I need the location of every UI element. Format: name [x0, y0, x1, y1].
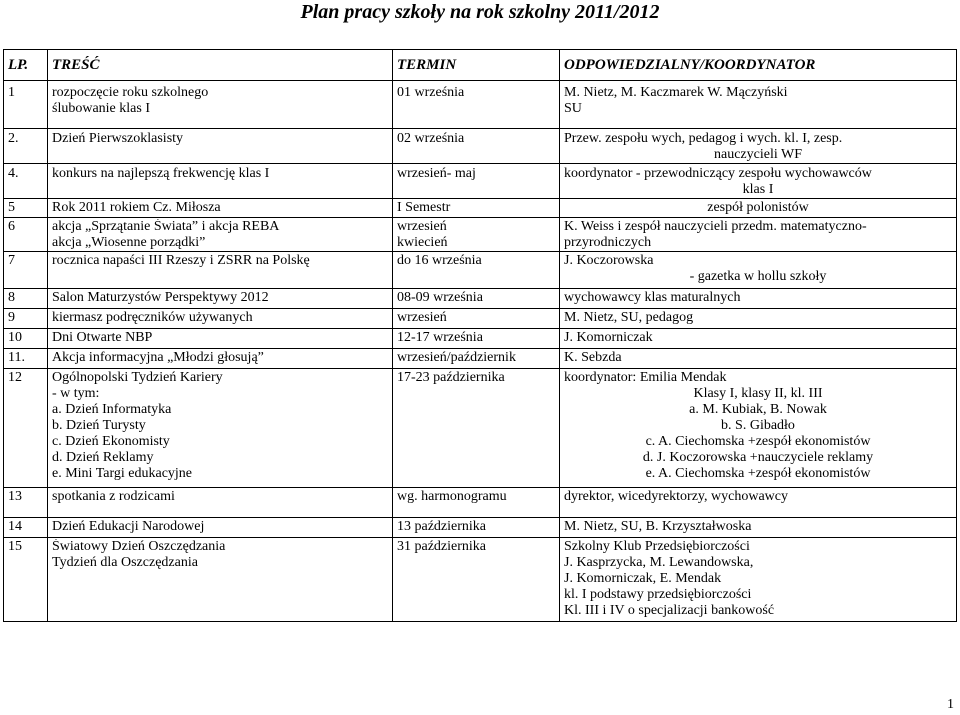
- cell-tresc-line: a. Dzień Informatyka: [52, 402, 172, 417]
- cell-termin: [393, 309, 560, 329]
- cell-tresc-line: ślubowanie klas I: [52, 101, 150, 116]
- cell-odpowiedzialny-line: K. Weiss i zespół nauczycieli przedm. matematyczno-: [564, 219, 867, 234]
- cell-nr: 1: [4, 81, 48, 129]
- cell-odpowiedzialny-line: klas I: [742, 182, 774, 197]
- cell-tresc: [48, 369, 393, 488]
- cell-tresc: [48, 518, 393, 538]
- cell-odpowiedzialny: [560, 329, 957, 349]
- cell-odpowiedzialny-line: J. Komorniczak: [564, 330, 653, 345]
- cell-odpowiedzialny-line: Klasy I, klasy II, kl. III: [693, 386, 823, 401]
- cell-nr: 6: [4, 218, 48, 252]
- cell-termin-line: wrzesień- maj: [397, 166, 476, 181]
- table-row: [4, 349, 957, 369]
- cell-odpowiedzialny-line: b. S. Gibadło: [721, 418, 795, 433]
- cell-odpowiedzialny: [560, 309, 957, 329]
- cell-odpowiedzialny-line: M. Nietz, M. Kaczmarek W. Mączyński: [564, 85, 788, 100]
- header-odpowiedzialny: ODPOWIEDZIALNY/KOORDYNATOR: [560, 50, 957, 81]
- cell-termin: [393, 488, 560, 518]
- cell-odpowiedzialny-line: a. M. Kubiak, B. Nowak: [689, 402, 827, 417]
- cell-odpowiedzialny: [560, 199, 957, 218]
- cell-nr: 2.: [4, 129, 48, 164]
- cell-tresc-line: Dzień Pierwszoklasisty: [52, 131, 184, 146]
- table-row: [4, 518, 957, 538]
- cell-termin: [393, 329, 560, 349]
- cell-tresc: [48, 538, 393, 622]
- header-tresc: TREŚĆ: [48, 50, 393, 81]
- cell-nr: 14: [4, 518, 48, 538]
- plan-body: [4, 81, 957, 622]
- cell-odpowiedzialny: [560, 518, 957, 538]
- cell-odpowiedzialny-line: J. Koczorowska: [564, 253, 654, 268]
- cell-tresc-line: Salon Maturzystów Perspektywy 2012: [52, 290, 269, 305]
- cell-termin-line: wrzesień/październik: [397, 350, 516, 365]
- cell-nr: 12: [4, 369, 48, 488]
- cell-odpowiedzialny-line: - gazetka w hollu szkoły: [689, 269, 827, 284]
- cell-tresc: [48, 309, 393, 329]
- cell-termin-line: 31 października: [397, 539, 487, 554]
- table-row: [4, 488, 957, 518]
- cell-termin: [393, 218, 560, 252]
- cell-termin-line: 01 września: [397, 85, 465, 100]
- cell-termin-line: wrzesień: [397, 310, 447, 325]
- cell-termin-line: 02 września: [397, 131, 465, 146]
- cell-tresc: [48, 252, 393, 289]
- cell-nr: 7: [4, 252, 48, 289]
- cell-tresc-line: Rok 2011 rokiem Cz. Miłosza: [52, 200, 221, 215]
- cell-odpowiedzialny-line: nauczycieli WF: [714, 147, 802, 162]
- cell-termin: [393, 199, 560, 218]
- cell-tresc-line: kiermasz podręczników używanych: [52, 310, 253, 325]
- table-row: [4, 218, 957, 252]
- cell-termin: [393, 518, 560, 538]
- cell-tresc-line: b. Dzień Turysty: [52, 418, 146, 433]
- cell-odpowiedzialny-line: SU: [564, 101, 582, 116]
- cell-termin-line: 13 października: [397, 519, 487, 534]
- cell-odpowiedzialny-line: wychowawcy klas maturalnych: [564, 290, 741, 305]
- table-row: [4, 289, 957, 309]
- cell-tresc-line: c. Dzień Ekonomisty: [52, 434, 170, 449]
- cell-tresc: [48, 349, 393, 369]
- header-nr: LP.: [4, 50, 48, 81]
- table-row: [4, 252, 957, 289]
- cell-tresc-line: rocznica napaści III Rzeszy i ZSRR na Polskę: [52, 253, 310, 268]
- cell-odpowiedzialny-line: koordynator: Emilia Mendak: [564, 370, 727, 385]
- cell-odpowiedzialny-line: M. Nietz, SU, pedagog: [564, 310, 694, 325]
- table-row: [4, 369, 957, 488]
- cell-odpowiedzialny-line: dyrektor, wicedyrektorzy, wychowawcy: [564, 489, 788, 504]
- cell-termin: [393, 81, 560, 129]
- cell-tresc-line: spotkania z rodzicami: [52, 489, 175, 504]
- table-row: [4, 538, 957, 622]
- cell-nr: 8: [4, 289, 48, 309]
- cell-tresc-line: d. Dzień Reklamy: [52, 450, 154, 465]
- header-row: [4, 50, 957, 81]
- cell-tresc: [48, 81, 393, 129]
- cell-tresc: [48, 218, 393, 252]
- table-row: [4, 81, 957, 129]
- cell-nr: 13: [4, 488, 48, 518]
- cell-odpowiedzialny-line: J. Kasprzycka, M. Lewandowska,: [564, 555, 754, 570]
- cell-termin: [393, 252, 560, 289]
- cell-tresc-line: Akcja informacyjna „Młodzi głosują”: [52, 350, 264, 365]
- cell-odpowiedzialny: [560, 488, 957, 518]
- cell-odpowiedzialny: [560, 164, 957, 199]
- cell-odpowiedzialny: [560, 218, 957, 252]
- cell-nr: 10: [4, 329, 48, 349]
- cell-tresc-line: Tydzień dla Oszczędzania: [52, 555, 198, 570]
- cell-termin-line: 17-23 października: [397, 370, 505, 385]
- cell-tresc-line: akcja „Sprzątanie Świata” i akcja REBA: [52, 219, 280, 234]
- cell-nr: 11.: [4, 349, 48, 369]
- cell-odpowiedzialny: [560, 369, 957, 488]
- cell-tresc: [48, 329, 393, 349]
- cell-odpowiedzialny-line: Szkolny Klub Przedsiębiorczości: [564, 539, 750, 554]
- cell-termin-line: do 16 września: [397, 253, 482, 268]
- cell-tresc: [48, 289, 393, 309]
- cell-tresc-line: konkurs na najlepszą frekwencję klas I: [52, 166, 270, 181]
- cell-tresc-line: e. Mini Targi edukacyjne: [52, 466, 193, 481]
- cell-termin-line: 08-09 września: [397, 290, 483, 305]
- cell-tresc: [48, 164, 393, 199]
- cell-odpowiedzialny-line: Przew. zespołu wych, pedagog i wych. kl. I, zesp.: [564, 131, 843, 146]
- cell-nr: 15: [4, 538, 48, 622]
- cell-termin-line: 12-17 września: [397, 330, 483, 345]
- cell-nr: 5: [4, 199, 48, 218]
- cell-tresc-line: Ogólnopolski Tydzień Kariery: [52, 370, 223, 385]
- cell-termin: [393, 129, 560, 164]
- cell-termin: [393, 369, 560, 488]
- cell-termin-line: kwiecień: [397, 235, 448, 250]
- table-row: [4, 329, 957, 349]
- page-title: Plan pracy szkoły na rok szkolny 2011/2012: [300, 1, 660, 23]
- cell-odpowiedzialny-line: c. A. Ciechomska +zespół ekonomistów: [645, 434, 871, 449]
- plan-table: [3, 49, 957, 622]
- table-row: [4, 309, 957, 329]
- cell-tresc-line: - w tym:: [52, 386, 100, 401]
- cell-odpowiedzialny-line: M. Nietz, SU, B. Krzyształwoska: [564, 519, 752, 534]
- cell-termin: [393, 164, 560, 199]
- cell-tresc-line: Dzień Edukacji Narodowej: [52, 519, 205, 534]
- cell-termin: [393, 538, 560, 622]
- cell-odpowiedzialny-line: J. Komorniczak, E. Mendak: [564, 571, 722, 586]
- cell-tresc-line: rozpoczęcie roku szkolnego: [52, 85, 209, 100]
- cell-odpowiedzialny-line: kl. I podstawy przedsiębiorczości: [564, 587, 752, 602]
- cell-tresc: [48, 129, 393, 164]
- cell-odpowiedzialny-line: d. J. Koczorowska +nauczyciele reklamy: [642, 450, 874, 465]
- cell-odpowiedzialny-line: koordynator - przewodniczący zespołu wychowawców: [564, 166, 872, 181]
- cell-termin-line: wg. harmonogramu: [397, 489, 507, 504]
- table-row: [4, 164, 957, 199]
- cell-nr: 9: [4, 309, 48, 329]
- cell-odpowiedzialny-line: Kl. III i IV o specjalizacji bankowość: [564, 603, 775, 618]
- cell-odpowiedzialny: [560, 81, 957, 129]
- cell-tresc: [48, 488, 393, 518]
- cell-nr: 4.: [4, 164, 48, 199]
- cell-termin-line: I Semestr: [397, 200, 451, 215]
- cell-termin-line: wrzesień: [397, 219, 447, 234]
- cell-odpowiedzialny-line: przyrodniczych: [564, 235, 652, 250]
- cell-tresc: [48, 199, 393, 218]
- cell-odpowiedzialny: [560, 349, 957, 369]
- table-row: [4, 129, 957, 164]
- cell-tresc-line: akcja „Wiosenne porządki”: [52, 235, 206, 250]
- page-number: 1: [947, 697, 954, 712]
- cell-odpowiedzialny: [560, 129, 957, 164]
- cell-odpowiedzialny: [560, 538, 957, 622]
- cell-odpowiedzialny-line: zespół polonistów: [707, 200, 809, 215]
- cell-tresc-line: Światowy Dzień Oszczędzania: [52, 539, 226, 554]
- table-row: [4, 199, 957, 218]
- cell-odpowiedzialny: [560, 289, 957, 309]
- cell-tresc-line: Dni Otwarte NBP: [52, 330, 153, 345]
- cell-odpowiedzialny-line: e. A. Ciechomska +zespół ekonomistów: [645, 466, 871, 481]
- cell-termin: [393, 289, 560, 309]
- cell-odpowiedzialny-line: K. Sebzda: [564, 350, 622, 365]
- cell-odpowiedzialny: [560, 252, 957, 289]
- cell-termin: [393, 349, 560, 369]
- header-termin: TERMIN: [393, 50, 560, 81]
